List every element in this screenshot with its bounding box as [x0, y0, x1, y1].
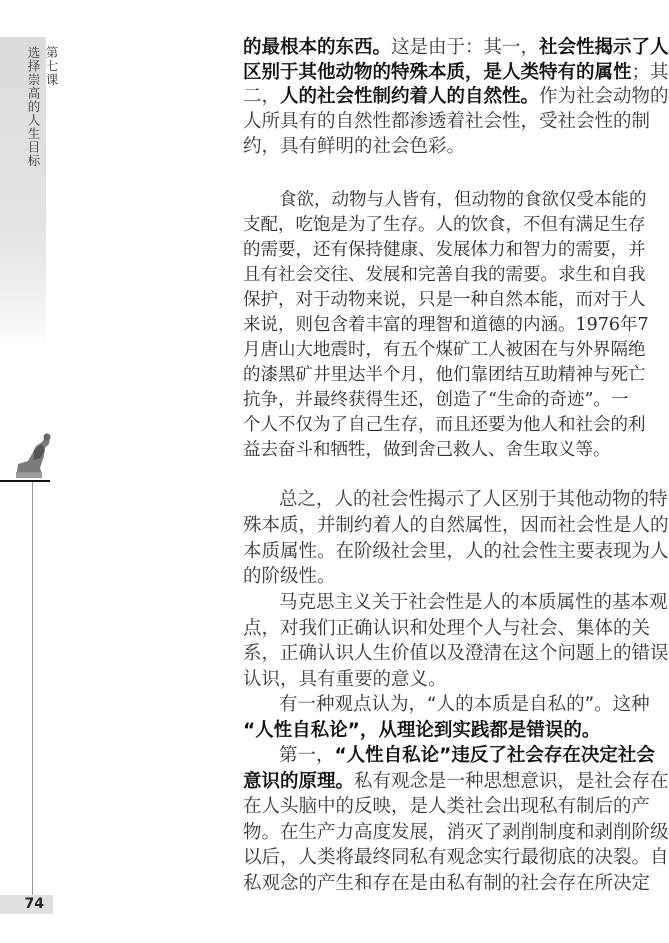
- text-line: [243, 36, 669, 60]
- text-line: [243, 388, 629, 412]
- text-line: [243, 872, 651, 896]
- text-line: [243, 540, 669, 564]
- text-line: [279, 693, 650, 717]
- text-segment: 在人头脑中的反映，是人类社会出现私有制后的产: [243, 796, 651, 817]
- text-segment: 殊本质，并制约着人的自然属性，因而社会性是人的: [243, 515, 669, 536]
- text-segment: 且有社会交往、发展和完善自我的需要。求生和自我: [243, 265, 646, 285]
- text-segment: 食欲，动物与人皆有，但动物的食欲仅受本能的: [279, 190, 647, 210]
- bold-text: “人性自私论”违反了社会存在决定社会: [334, 745, 655, 766]
- text-line: [243, 514, 669, 538]
- text-line: [243, 85, 669, 109]
- text-segment: 个人不仅为了自己生存，而且还要为他人和社会的利: [243, 415, 646, 435]
- text-line: [243, 213, 646, 237]
- text-line: [243, 795, 651, 819]
- text-segment: 来说，则包含着丰富的理智和道德的内涵。1976年7: [243, 315, 649, 335]
- text-line: [243, 135, 620, 159]
- text-segment: 益去奋斗和牺牲，做到舍己救人、舍生取义等。: [243, 440, 611, 460]
- bold-text: “人性自私论”，从理论到实践都是错误的。: [243, 720, 601, 741]
- margin-divider-horizontal: [0, 480, 50, 482]
- text-segment: 本质属性。在阶级社会里，人的社会性主要表现为人: [243, 541, 669, 562]
- text-line: [279, 591, 668, 615]
- text-segment: 私观念的产生和存在是由私有制的社会存在所决定: [243, 873, 651, 894]
- text-segment: 支配，吃饱是为了生存。人的饮食，不但有满足生存: [243, 215, 646, 235]
- text-segment: 点，对我们正确认识和处理个人与社会、集体的关: [243, 618, 651, 639]
- margin-divider-vertical: [32, 482, 33, 895]
- text-line: [243, 413, 646, 437]
- text-segment: ；其: [631, 62, 669, 83]
- text-line: [279, 188, 647, 212]
- text-line: [243, 363, 646, 387]
- bold-text: 区别于其他动物的特殊本质，是人类特有的属性: [243, 62, 632, 83]
- text-line: [243, 846, 669, 870]
- text-segment: 以后，人类将最终同私有观念实行最彻底的决裂。自: [243, 847, 669, 868]
- text-line: [243, 110, 651, 134]
- text-line: [243, 770, 669, 794]
- text-segment: 保护，对于动物来说，只是一种自然本能，而对于人: [243, 290, 646, 310]
- lesson-number: 第七课: [44, 46, 59, 87]
- text-line: [243, 668, 620, 692]
- text-line: [243, 719, 620, 743]
- page-number: 74: [24, 896, 44, 912]
- text-segment: 的阶级性。: [243, 566, 336, 587]
- text-line: [279, 488, 668, 512]
- text-segment: 人所具有的自然性都渗透着社会性，受社会性的制: [243, 111, 651, 132]
- text-segment: 这是由于：其一，: [391, 37, 540, 58]
- text-line: [243, 617, 651, 641]
- page-number-box: [0, 895, 53, 914]
- text-line: [243, 263, 646, 287]
- bold-text: 的最根本的东西。: [243, 37, 392, 58]
- chapter-running-title: [24, 46, 60, 168]
- text-segment: 有一种观点认为，“人的本质是自私的”。这种: [279, 694, 650, 715]
- text-segment: 二，: [243, 86, 281, 107]
- thinker-statue-icon: [12, 428, 52, 480]
- text-segment: 约，具有鲜明的社会色彩。: [243, 136, 466, 157]
- text-segment: 认识，具有重要的意义。: [243, 669, 447, 690]
- text-line: [243, 821, 669, 845]
- text-line: [243, 288, 646, 312]
- text-line: [243, 61, 669, 85]
- text-segment: 系，正确认识人生价值以及澄清在这个问题上的错误: [243, 643, 669, 664]
- bold-text: 意识的原理。: [243, 771, 355, 792]
- text-segment: 马克思主义关于社会性是人的本质属性的基本观: [279, 592, 668, 613]
- text-line: [243, 642, 669, 666]
- text-line: [243, 238, 646, 262]
- text-segment: 的需要，还有保持健康、发展体力和智力的需要，并: [243, 240, 646, 260]
- text-segment: 抗争，并最终获得生还，创造了“生命的奇迹”。一: [243, 390, 629, 410]
- text-segment: 第一，: [279, 745, 335, 766]
- lesson-title: 选择崇高的人生目标: [26, 46, 41, 168]
- text-line: [243, 313, 649, 337]
- text-segment: 月唐山大地震时，有五个煤矿工人被困在与外界隔绝: [243, 340, 646, 360]
- bold-text: 人的社会性制约着人的自然性。: [280, 86, 540, 107]
- text-segment: 物。在生产力高度发展，消灭了剥削制度和剥削阶级: [243, 822, 669, 843]
- text-line: [243, 338, 646, 362]
- text-line: [243, 565, 620, 589]
- bold-text: 社会性揭示了人: [539, 37, 669, 58]
- text-segment: 总之，人的社会性揭示了人区别于其他动物的特: [279, 489, 668, 510]
- text-segment: 的漆黑矿井里达半个月，他们靠团结互助精神与死亡: [243, 365, 646, 385]
- text-segment: 作为社会动物的: [539, 86, 669, 107]
- text-line: [279, 744, 655, 768]
- text-segment: 私有观念是一种思想意识，是社会存在: [354, 771, 669, 792]
- text-line: [243, 438, 620, 462]
